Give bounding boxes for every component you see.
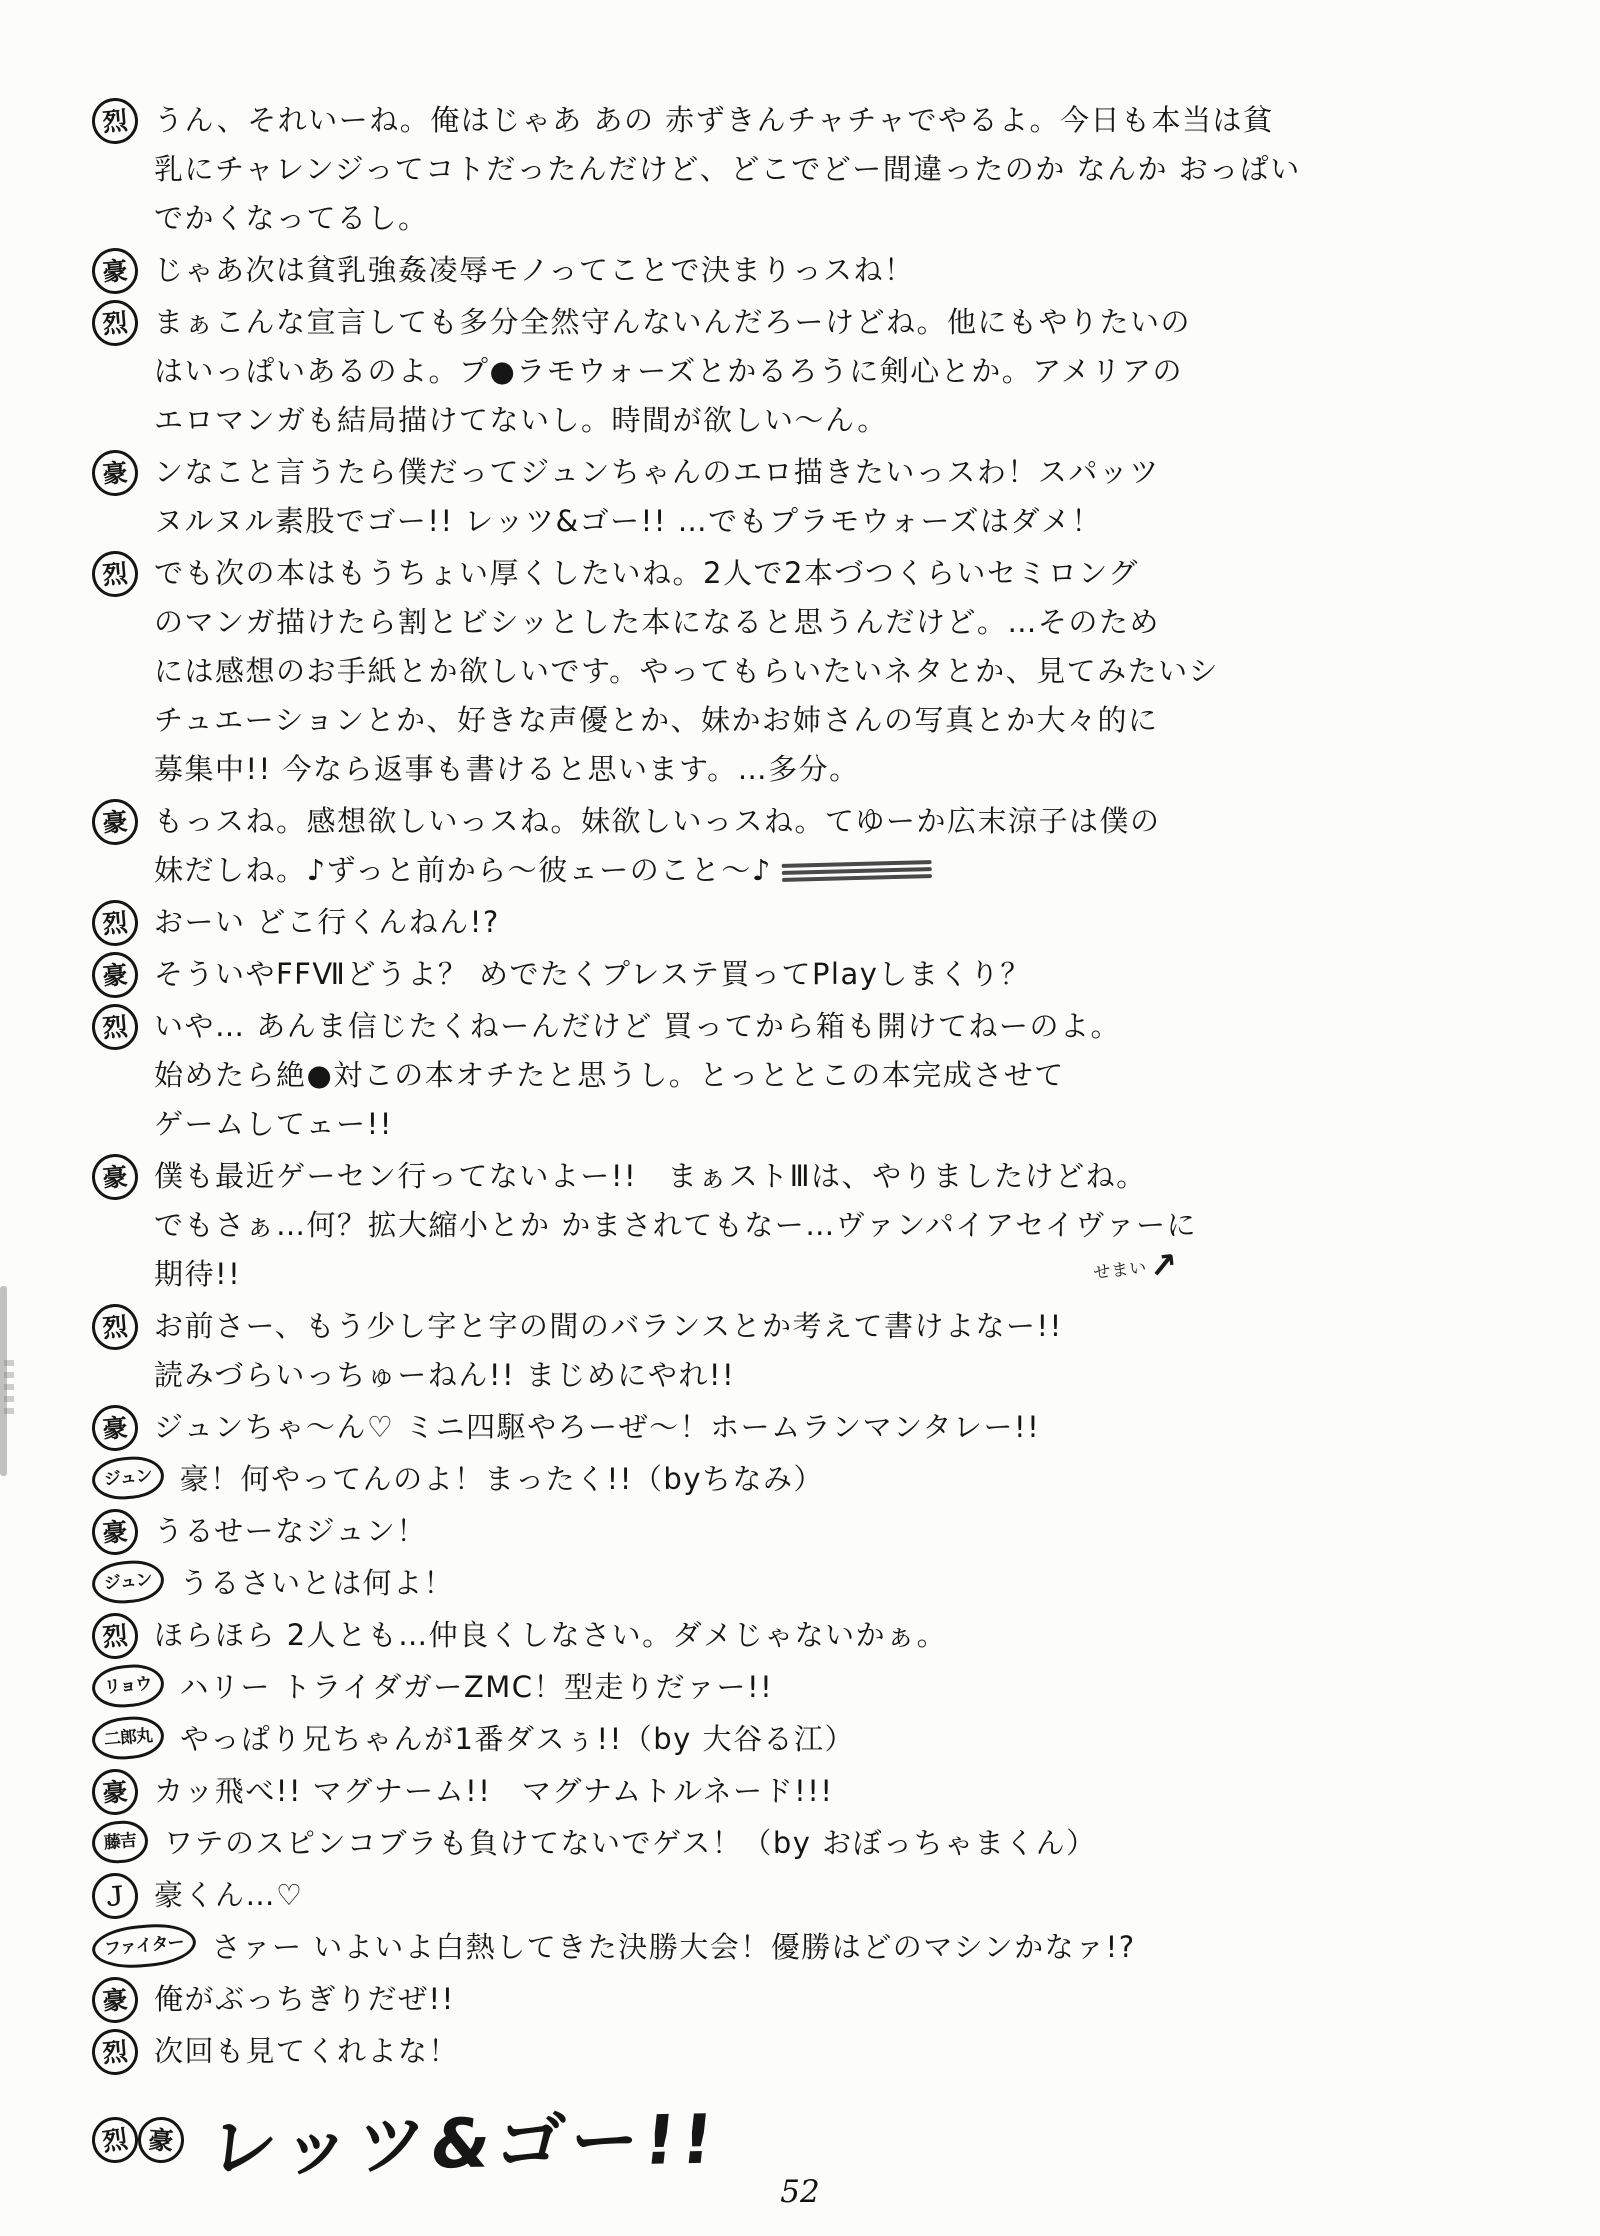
dialogue-line: 妹だしね。♪ずっと前から〜彼ェーのこと〜♪ xyxy=(154,846,1538,895)
dialogue-line: ほらほら 2人とも…仲良くしなさい。ダメじゃないかぁ。 xyxy=(154,1618,948,1652)
utterance-lines xyxy=(180,1715,1538,1764)
speaker-badge: 烈 xyxy=(90,549,140,599)
dialogue-list xyxy=(92,96,1538,2076)
utterance-lines xyxy=(154,1767,1538,1816)
speaker-badge: 豪 xyxy=(90,1767,140,1817)
utterance xyxy=(92,1767,1538,1816)
utterance xyxy=(92,950,1538,999)
dialogue-line: 乳にチャレンジってコトだったんだけど、どこでどー間違ったのか なんか おっぱい xyxy=(154,152,1301,186)
dialogue-line: チュエーションとか、好きな声優とか、妹かお姉さんの写真とか大々的に xyxy=(154,703,1159,737)
speaker-badge: 豪 xyxy=(90,950,140,1000)
dialogue-line: さァー いよいよ白熱してきた決勝大会！優勝はどのマシンかなァ!? xyxy=(211,1930,1136,1964)
dialogue-line: いや… あんま信じたくねーんだけど 買ってから箱も開けてねーのよ。 xyxy=(154,1009,1121,1043)
speaker-badge: 二郎丸 xyxy=(90,1714,165,1762)
dialogue-line: でもさぁ…何？拡大縮小とか かまされてもなー…ヴァンパイアセイヴァーに xyxy=(154,1208,1198,1242)
speaker-badge: 烈 xyxy=(90,1302,140,1352)
dialogue-line: うん、それいーね。俺はじゃあ あの 赤ずきんチャチャでやるよ。今日も本当は貧 xyxy=(154,103,1274,137)
dialogue-line: ンなこと言うたら僕だってジュンちゃんのエロ描きたいっスわ！スパッツ xyxy=(154,455,1160,489)
dialogue-line: エロマンガも結局描けてないし。時間が欲しい〜ん。 xyxy=(154,403,888,437)
dialogue-line: 募集中!! 今なら返事も書けると思います。…多分。 xyxy=(154,752,860,786)
utterance-lines xyxy=(180,1559,1538,1608)
utterance-lines xyxy=(154,1507,1538,1556)
utterance xyxy=(92,1923,1538,1972)
speaker-badge-gou: 豪 xyxy=(136,2115,185,2164)
utterance-lines xyxy=(154,1871,1538,1920)
utterance xyxy=(92,1152,1538,1299)
dialogue-line: 豪！何やってんのよ！まったく!!（byちなみ） xyxy=(179,1462,824,1496)
speaker-badge: ジュン xyxy=(90,1454,165,1502)
utterance xyxy=(92,797,1538,895)
utterance xyxy=(92,898,1538,947)
utterance-lines xyxy=(154,1002,1538,1149)
utterance-lines xyxy=(154,246,1538,295)
dialogue-line: おーい どこ行くんねん!? xyxy=(154,905,500,939)
dialogue-line: お前さー、もう少し字と字の間のバランスとか考えて書けよなー!! xyxy=(154,1309,1063,1343)
dialogue-line: じゃあ次は貧乳強姦凌辱モノってことで決まりっスね！ xyxy=(154,253,915,287)
speaker-badge: リョウ xyxy=(90,1662,165,1710)
utterance-lines xyxy=(212,1923,1538,1972)
arrow-up-right-icon: ↗ xyxy=(1146,1244,1181,1288)
utterance-lines xyxy=(154,1975,1538,2024)
utterance xyxy=(92,1663,1538,1712)
utterance xyxy=(92,1403,1538,1452)
utterance-lines xyxy=(154,298,1538,445)
utterance xyxy=(92,1715,1538,1764)
dialogue-line: ゲームしてェー!! xyxy=(154,1107,393,1141)
dialogue-line: ワテのスピンコブラも負けてないでゲス！（by おぼっちゃまくん） xyxy=(164,1826,1097,1860)
speaker-badge: 豪 xyxy=(90,246,140,296)
utterance-lines xyxy=(154,898,1538,947)
speaker-badge: ファイター xyxy=(90,1921,197,1972)
dialogue-line: カッ飛べ!! マグナーム!! マグナムトルネード!!! xyxy=(154,1774,834,1808)
dialogue-line: ヌルヌル素股でゴー!! レッツ&ゴー!! …でもプラモウォーズはダメ！ xyxy=(154,504,1102,538)
utterance-lines xyxy=(180,1663,1539,1712)
speaker-badge: 豪 xyxy=(90,1507,140,1557)
margin-smudge xyxy=(4,1360,14,1420)
utterance xyxy=(92,1002,1538,1149)
dialogue-line: 次回も見てくれよな！ xyxy=(154,2034,460,2068)
utterance-lines xyxy=(164,1819,1538,1868)
dialogue-line: うるせーなジュン！ xyxy=(154,1514,428,1548)
speaker-badge: 烈 xyxy=(90,96,140,146)
utterance xyxy=(92,1871,1538,1920)
utterance xyxy=(92,1559,1538,1608)
utterance-lines xyxy=(154,2027,1538,2076)
dialogue-line: 読みづらいっちゅーねん!! まじめにやれ!! xyxy=(154,1358,736,1392)
dialogue-line: 僕も最近ゲーセン行ってないよー!! まぁストⅢは、やりましたけどね。 xyxy=(154,1159,1147,1193)
dialogue-line: もっスね。感想欲しいっスね。妹欲しいっスね。てゆーか広末涼子は僕の xyxy=(154,804,1161,838)
speaker-badge: 豪 xyxy=(90,1152,140,1202)
finale-row xyxy=(92,2090,1538,2187)
margin-note-text: せまい xyxy=(1091,1257,1148,1284)
speaker-badge-retsu: 烈 xyxy=(89,2114,141,2166)
speaker-badge: 烈 xyxy=(90,1611,140,1661)
utterance-lines xyxy=(154,1152,1538,1299)
utterance-lines xyxy=(154,96,1538,243)
dialogue-line: 期待!! xyxy=(154,1257,242,1291)
dialogue-line: でかくなってるし。 xyxy=(154,201,429,235)
utterance xyxy=(92,1819,1538,1868)
page-number: 52 xyxy=(780,2174,820,2210)
dialogue-line: そういやFFⅦどうよ？ めでたくプレステ買ってPlayしまくり？ xyxy=(154,957,1031,991)
dialogue-line: 俺がぶっちぎりだぜ!! xyxy=(154,1982,455,2016)
utterance xyxy=(92,246,1538,295)
utterance-lines xyxy=(154,448,1538,546)
dialogue-line: でも次の本はもうちょい厚くしたいね。2人で2本づつくらいセミロング xyxy=(154,556,1139,590)
dialogue-line: のマンガ描けたら割とビシッとした本になると思うんだけど。…そのため xyxy=(154,605,1160,639)
speaker-badge: 豪 xyxy=(90,448,140,498)
scribbled-out-text xyxy=(782,867,932,875)
utterance-lines xyxy=(154,549,1538,794)
utterance xyxy=(92,1507,1538,1556)
speaker-badge: 藤吉 xyxy=(90,1819,149,1866)
dialogue-line: やっぱり兄ちゃんが1番ダスぅ!!（by 大谷る江） xyxy=(180,1722,855,1756)
dialogue-line: まぁこんな宣言しても多分全然守んないんだろーけどね。他にもやりたいの xyxy=(154,305,1192,339)
dialogue-line: 豪くん…♡ xyxy=(154,1878,304,1912)
utterance-lines xyxy=(154,1611,1538,1660)
utterance xyxy=(92,1611,1538,1660)
utterance xyxy=(92,2027,1538,2076)
utterance xyxy=(92,448,1538,546)
speaker-badge: 豪 xyxy=(90,1403,140,1453)
speaker-badge: 烈 xyxy=(90,2027,140,2077)
utterance xyxy=(92,549,1538,794)
dialogue-line: ジュンちゃ〜ん♡ ミニ四駆やろーぜ〜！ホームランマンタレー!! xyxy=(154,1410,1041,1444)
speaker-badge: 烈 xyxy=(90,298,140,348)
speaker-badge: ジュン xyxy=(90,1558,165,1606)
utterance-lines xyxy=(154,950,1538,999)
utterance-lines xyxy=(154,1403,1538,1452)
utterance xyxy=(92,1455,1538,1504)
dialogue-line: には感想のお手紙とか欲しいです。やってもらいたいネタとか、見てみたいシ xyxy=(154,654,1220,688)
speaker-badge: Ｊ xyxy=(90,1871,140,1921)
utterance-lines xyxy=(154,1302,1538,1400)
utterance-lines xyxy=(154,797,1538,895)
utterance-lines xyxy=(180,1455,1538,1504)
scanned-page xyxy=(92,96,1538,2187)
finale-text: レッツ&ゴー!! xyxy=(204,2100,723,2189)
dialogue-line: 始めたら絶●対この本オチたと思うし。とっととこの本完成させて xyxy=(154,1058,1065,1092)
utterance xyxy=(92,298,1538,445)
dialogue-line: はいっぱいあるのよ。プ●ラモウォーズとかるろうに剣心とか。アメリアの xyxy=(154,354,1183,388)
speaker-badge: 豪 xyxy=(90,797,140,847)
dialogue-line: ハリー トライダガーZMC！型走りだァー!! xyxy=(179,1670,774,1704)
utterance xyxy=(92,96,1538,243)
speaker-badge: 豪 xyxy=(90,1975,140,2025)
dialogue-line: うるさいとは何よ！ xyxy=(179,1566,455,1600)
utterance xyxy=(92,1975,1538,2024)
speaker-badge: 烈 xyxy=(90,1002,140,1052)
utterance xyxy=(92,1302,1538,1400)
speaker-badge: 烈 xyxy=(90,898,140,948)
